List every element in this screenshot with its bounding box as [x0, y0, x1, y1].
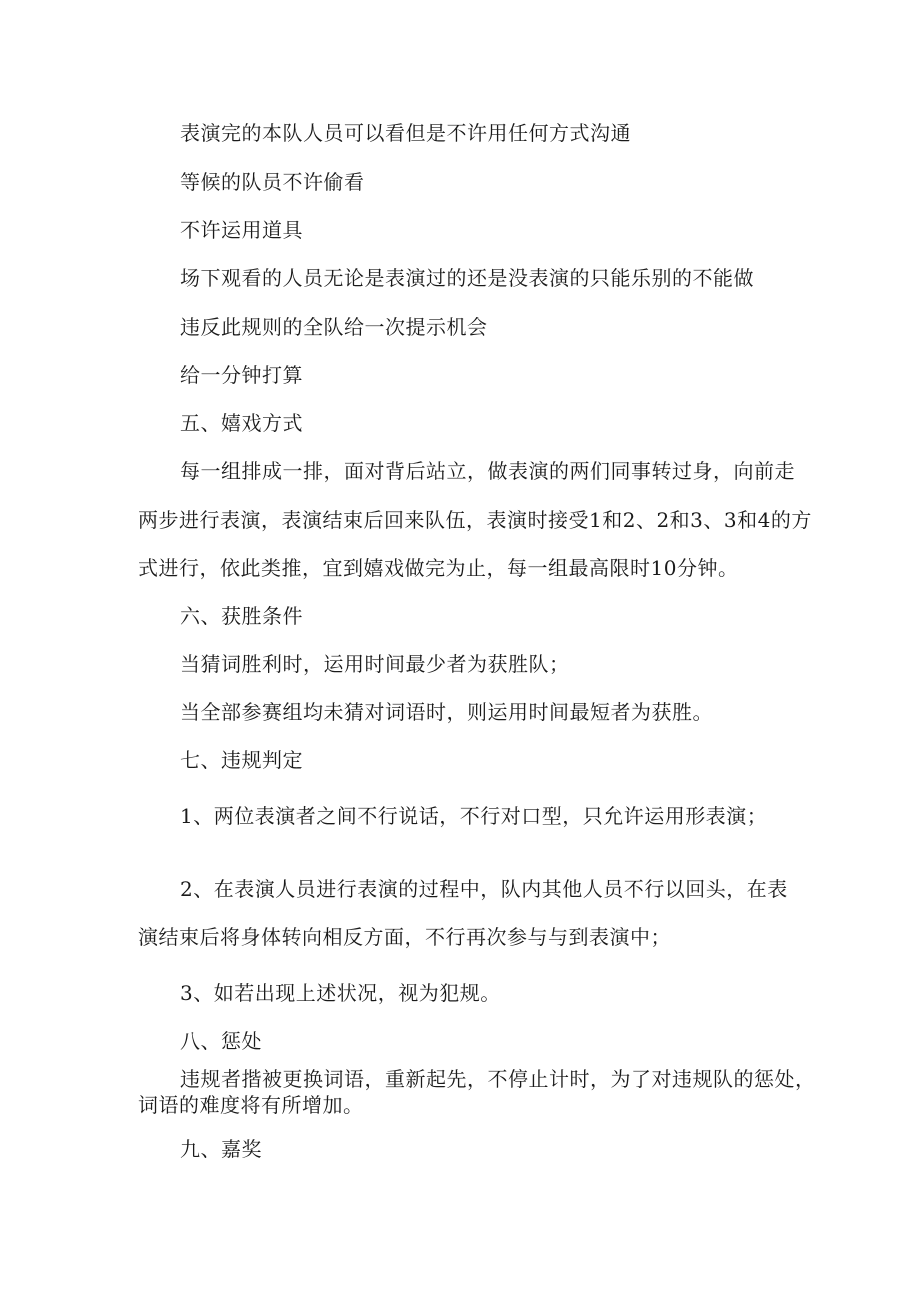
section-heading: 八、惩处 [180, 1029, 262, 1053]
list-item: 2、在表演人员进行表演的过程中，队内其他人员不行以回头，在表 [180, 877, 788, 901]
section-heading: 七、违规判定 [180, 748, 303, 772]
section-heading: 九、嘉奖 [180, 1137, 262, 1161]
section-heading: 五、嬉戏方式 [180, 411, 303, 435]
paragraph-line: 词语的难度将有所增加。 [138, 1093, 364, 1117]
list-item: 3、如若出现上述状况，视为犯规。 [180, 981, 501, 1005]
rule-line: 场下观看的人员无论是表演过的还是没表演的只能乐别的不能做 [180, 266, 754, 290]
list-item: 1、两位表演者之间不行说话，不行对口型，只允许运用形表演； [180, 804, 768, 828]
rule-line: 表演完的本队人员可以看但是不许用任何方式沟通 [180, 121, 631, 145]
rule-line: 不许运用道具 [180, 218, 303, 242]
paragraph-line: 违规者揩被更换词语，重新起先，不停止计时，为了对违规队的惩处， [180, 1067, 816, 1091]
rule-line: 违反此规则的全队给一次提示机会 [180, 315, 488, 339]
paragraph-line: 当猜词胜利时，运用时间最少者为获胜队； [180, 652, 570, 676]
list-item-continuation: 演结束后将身体转向相反方面，不行再次参与与到表演中； [138, 925, 671, 949]
rule-line: 等候的队员不许偷看 [180, 170, 365, 194]
paragraph-line: 每一组排成一排，面对背后站立，做表演的两们同事转过身，向前走 [180, 459, 795, 483]
paragraph-line: 当全部参赛组均未猜对词语时，则运用时间最短者为获胜。 [180, 700, 713, 724]
paragraph-line: 式进行，依此类推，宜到嬉戏做完为止，每一组最高限时10分钟。 [138, 556, 739, 580]
paragraph-line: 两步进行表演，表演结束后回来队伍，表演时接受1和2、2和3、3和4的方 [138, 508, 812, 532]
section-heading: 六、获胜条件 [180, 604, 303, 628]
rule-line: 给一分钟打算 [180, 363, 303, 387]
